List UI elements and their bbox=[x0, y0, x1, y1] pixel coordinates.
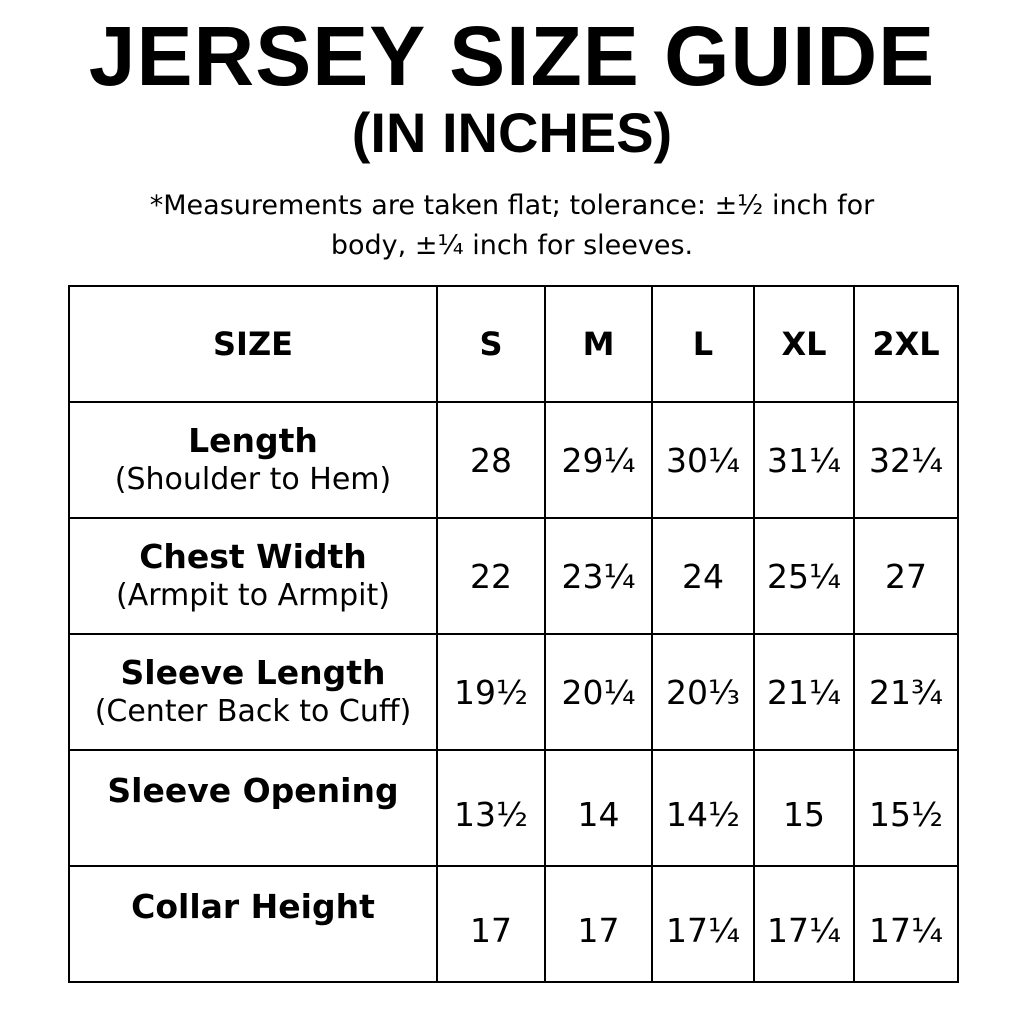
table-row bbox=[69, 518, 958, 634]
table-cell: 32¼ bbox=[854, 402, 958, 518]
column-header-xl: XL bbox=[754, 286, 854, 402]
table-row bbox=[69, 866, 958, 982]
row-label-cell bbox=[69, 402, 437, 518]
table-row bbox=[69, 402, 958, 518]
row-label: Length bbox=[188, 421, 318, 460]
row-label: Collar Height bbox=[131, 887, 375, 926]
column-header-l: L bbox=[652, 286, 754, 402]
table-cell: 23¼ bbox=[545, 518, 652, 634]
table-cell: 17¼ bbox=[652, 866, 754, 982]
row-sublabel: (Armpit to Armpit) bbox=[116, 578, 390, 613]
table-row bbox=[69, 634, 958, 750]
column-header-s: S bbox=[437, 286, 545, 402]
row-label: Sleeve Length bbox=[120, 653, 386, 692]
table-cell: 17 bbox=[437, 866, 545, 982]
table-cell: 14½ bbox=[652, 750, 754, 866]
table-cell: 17¼ bbox=[754, 866, 854, 982]
table-cell: 19½ bbox=[437, 634, 545, 750]
table-cell: 27 bbox=[854, 518, 958, 634]
row-sublabel: (Shoulder to Hem) bbox=[114, 462, 392, 497]
column-header-2xl: 2XL bbox=[854, 286, 958, 402]
row-label-cell bbox=[69, 866, 437, 982]
table-cell: 25¼ bbox=[754, 518, 854, 634]
row-label: Chest Width bbox=[139, 537, 367, 576]
size-table bbox=[68, 285, 959, 983]
table-cell: 15 bbox=[754, 750, 854, 866]
table-cell: 20⅓ bbox=[652, 634, 754, 750]
table-cell: 30¼ bbox=[652, 402, 754, 518]
table-cell: 17¼ bbox=[854, 866, 958, 982]
table-cell: 21¾ bbox=[854, 634, 958, 750]
page-title: JERSEY SIZE GUIDE bbox=[88, 9, 936, 103]
row-sublabel: (Center Back to Cuff) bbox=[94, 694, 412, 729]
column-header-size: SIZE bbox=[69, 286, 437, 402]
table-cell: 21¼ bbox=[754, 634, 854, 750]
measurement-note: *Measurements are taken flat; tolerance: ±½ inch for body, ±¼ inch for sleeves. bbox=[149, 190, 875, 261]
column-header-m: M bbox=[545, 286, 652, 402]
table-cell: 13½ bbox=[437, 750, 545, 866]
page-subtitle: (IN INCHES) bbox=[351, 101, 673, 164]
row-label: Sleeve Opening bbox=[107, 771, 399, 810]
table-header-row bbox=[69, 286, 958, 402]
row-label-cell bbox=[69, 518, 437, 634]
row-label-cell bbox=[69, 634, 437, 750]
table-cell: 31¼ bbox=[754, 402, 854, 518]
table-cell: 22 bbox=[437, 518, 545, 634]
table-cell: 20¼ bbox=[545, 634, 652, 750]
table-cell: 29¼ bbox=[545, 402, 652, 518]
table-row bbox=[69, 750, 958, 866]
table-cell: 17 bbox=[545, 866, 652, 982]
table-cell: 14 bbox=[545, 750, 652, 866]
table-cell: 24 bbox=[652, 518, 754, 634]
table-cell: 15½ bbox=[854, 750, 958, 866]
row-label-cell bbox=[69, 750, 437, 866]
table-cell: 28 bbox=[437, 402, 545, 518]
